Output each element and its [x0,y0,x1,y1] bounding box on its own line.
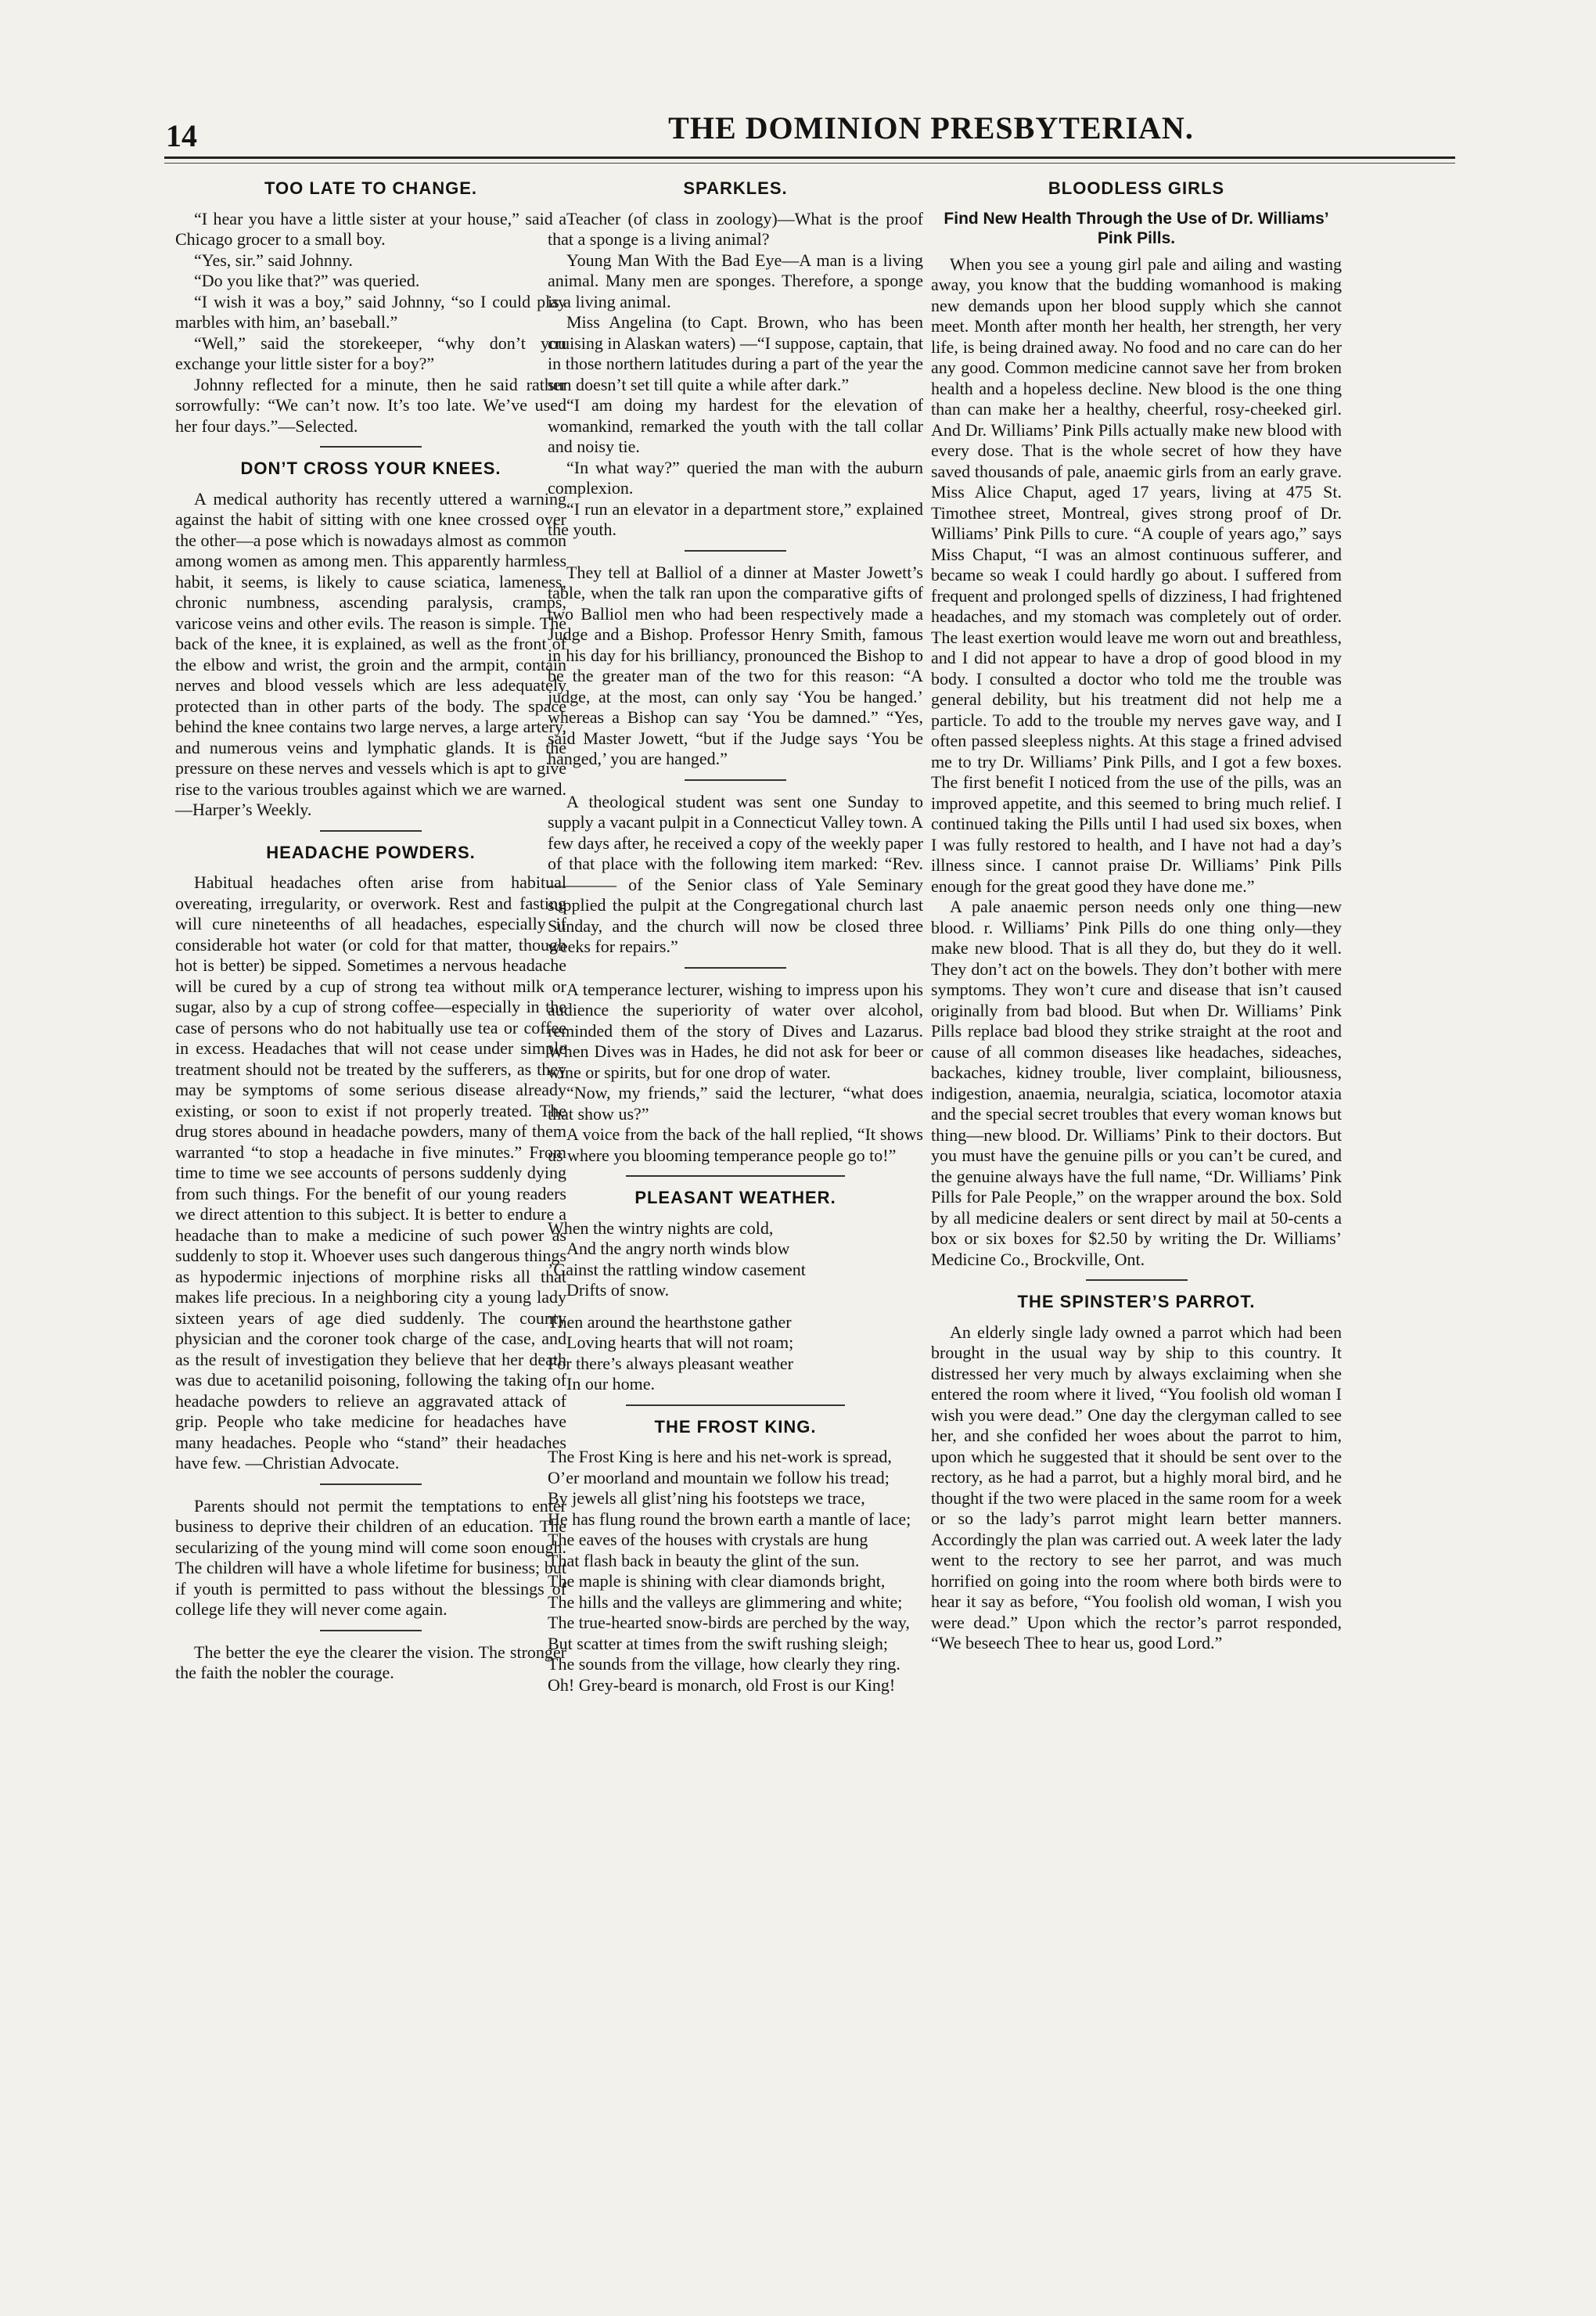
section-divider [626,1175,845,1177]
poem-line: The true-hearted snow-birds are perched by the way, [548,1613,910,1632]
poem-line: When the wintry nights are cold, [548,1217,774,1238]
poem-line: Loving hearts that will not roam; [566,1332,794,1352]
article-heading: TOO LATE TO CHANGE. [264,178,477,198]
poem-frost-king [548,1447,923,1696]
column-right [931,174,1342,1654]
poem-line: ’Gainst the rattling window casement [548,1259,806,1279]
section-divider [320,830,422,832]
article-paragraph: “Well,” said the storekeeper, “why don’t you exchange your little sister for a boy?” [175,333,566,373]
article-paragraph: A voice from the back of the hall replied, “It shows us where you blooming temperance people go to!” [548,1124,923,1165]
article-paragraph: “Yes, sir.” said Johnny. [194,250,353,270]
column-middle [548,174,923,1696]
poem-line: Drifts of snow. [566,1280,670,1300]
article-paragraph: A temperance lecturer, wishing to impress upon his audience the superiority of water over alcohol, reminded them of the story of Dives and Lazarus. When Dives was in Hades, he did not ask for beer or wine or spirits, but for one drop of water. [548,979,923,1082]
article-paragraph: Young Man With the Bad Eye—A man is a living animal. Many men are sponges. Therefore, a sponge is a living animal. [548,250,923,311]
article-paragraph: They tell at Balliol of a dinner at Master Jowett’s table, when the talk ran upon the comparative gifts of two Balliol men who had been respectively made a Judge and a Bishop. Professor Henry Smith, famous in his day for his brilliancy, pronounced the Bishop to be the greater man of the two for this reason: “A judge, at the most, can only say ‘You be hanged.’ whereas a Bishop can say ‘You be damned.” “Yes, said Master Jowett, “but if the Judge says ‘You be hanged,’ you are hanged.” [548,562,923,768]
poem-line: By jewels all glist’ning his footsteps we trace, [548,1488,865,1508]
article-paragraph: An elderly single lady owned a parrot which had been brought in the usual way by ship to this country. It distressed her very much by always exclaiming when she entered the room where it lived, “You foolish old woman I wish you were dead.” One day the clergyman called to see her, and she confided her woes about the parrot to him, upon which he suggested that it should be sent over to the rectory, as he had a parrot, but a highly moral bird, and he thought if the two were placed in the same room for a week or so the lady’s parrot might learn better manners. Accordingly the plan was carried out. A week later the lady went to the rectory to see her parrot, and was much horrified on going into the room where both birds were to hear it say as before, “You foolish old woman, I wish you were dead.” Upon which the rector’s parrot responded, “We beseech Thee to hear us, good Lord.” [931,1322,1342,1652]
poem-line: The sounds from the village, how clearly they ring. [548,1654,900,1674]
poem-line: And the angry north winds blow [566,1239,790,1258]
poem-line: Oh! Grey-beard is monarch, old Frost is our King! [548,1674,896,1695]
article-paragraph: When you see a young girl pale and ailing and wasting away, you know that the budding womanhood is making new demands upon her blood supply which she cannot meet. Month after month her health, her strength, her very life, is being drained away. No food and no care can do her any good. Common medicine cannot save her from broken health and a hopeless decline. New blood is the one thing than can make her a healthy, cheerful, rosy-cheeked girl. And Dr. Williams’ Pink Pills actually make new blood with every dose. That is the whole secret of how they have saved thousands of pale, anaemic girls from an early grave. Miss Alice Chaput, aged 17 years, living at 475 St. Timothee street, Montreal, gives strong proof of Dr. Williams’ Pink Pills to cure. “A couple of years ago,” says Miss Chaput, “I was an almost continuous sufferer, and became so weak I could hardly go about. I suffered from frequent and prolonged spells of dizziness, I had frightened headaches, and my stomach was completely out of order. The least exertion would leave me worn out and breathless, and I did not appear to have a drop of good blood in my body. I consulted a doctor who told me the trouble was general debility, but his treatment did not help me a particle. To add to the trouble my nerves gave way, and I often passed sleepless nights. At this stage a frined advised me to try Dr. Williams’ Pink Pills, and I got a few boxes. The first benefit I noticed from the use of the pills, was an improved appetite, and this seemed to bring much relief. I continued taking the Pills until I had used six boxes, when I was fully restored to health, and I have not had a day’s illness since. I cannot praise Dr. Williams’ Pink Pills enough for the great good they have done me.” [931,254,1342,896]
article-paragraph: “In what way?” queried the man with the auburn complexion. [548,457,923,498]
article-paragraph: “Do you like that?” was queried. [194,271,420,290]
article-heading: HEADACHE POWDERS. [266,842,476,862]
column-left [175,174,566,1684]
poem-heading: PLEASANT WEATHER. [634,1188,836,1207]
article-paragraph: “I hear you have a little sister at your house,” said a Chicago grocer to a small boy. [175,208,566,249]
section-divider [320,1483,422,1485]
section-divider [320,446,422,448]
article-heading: DON’T CROSS YOUR KNEES. [240,459,501,478]
article-paragraph: “I wish it was a boy,” said Johnny, “so I could play marbles with him, an’ baseball.” [175,291,566,332]
article-paragraph: The better the eye the clearer the vision. The stronger the faith the nobler the courage. [175,1642,566,1682]
poem-line: The eaves of the houses with crystals are hung [548,1530,868,1549]
article-paragraph: “Now, my friends,” said the lecturer, “what does that show us?” [548,1083,923,1124]
section-divider [320,1630,422,1631]
article-paragraph: A theological student was sent one Sunday to supply a vacant pulpit in a Connecticut Valley town. A few days after, he received a copy of the weekly paper of that place with the following item marked: “Rev.———— of the Senior class of Yale Seminary supplied the pulpit at the Congregational church last Sunday, and the church will now be closed three weeks for repairs.” [548,791,923,956]
poem-line: O’er moorland and mountain we follow his tread; [548,1467,890,1487]
poem-line: But scatter at times from the swift rushing sleigh; [548,1633,889,1653]
poem-line: That flash back in beauty the glint of the sun. [548,1550,860,1570]
article-paragraph: “I am doing my hardest for the elevation of womankind, remarked the youth with the tall collar and noisy tie. [548,395,923,456]
page-number: 14 [166,118,197,153]
section-divider [685,779,786,781]
section-divider [626,1404,845,1406]
article-subheading: Find New Health Through the Use of Dr. Williams’ Pink Pills. [944,209,1329,247]
section-divider [1086,1279,1188,1281]
article-heading: BLOODLESS GIRLS [1048,178,1225,198]
article-paragraph: Teacher (of class in zoology)—What is the proof that a sponge is a living animal? [548,208,923,249]
section-divider [685,967,786,969]
article-paragraph: Johnny reflected for a minute, then he said rather sorrowfully: “We can’t now. It’s too late. We’ve used her four days.”—Selected. [175,374,566,436]
poem-heading: THE FROST KING. [654,1416,817,1437]
article-paragraph: A medical authority has recently uttered a warning against the habit of sitting with one knee crossed over the other—a pose which is nowadays almost as common among women as among men. This apparently harmless habit, it seems, is likely to cause sciatica, lameness, chronic numbness, ascending paralysis, cramps, varicose veins and other evils. The reason is simple. The back of the knee, it is explained, as well as the front of the elbow and wrist, the groin and the armpit, contain nerves and blood vessels which are less adequately protected than in other parts of the body. The space behind the knee contains two large nerves, a large artery, and numerous veins and lymphatic glands. It is the pressure on these nerves and vessels which is apt to give rise to the various troubles against which we are warned.—Harper’s Weekly. [175,488,566,819]
header-rule-thin [164,163,1455,164]
poem-pleasant-weather [548,1218,923,1395]
section-divider [685,550,786,552]
poem-line: For there’s always pleasant weather [548,1353,793,1373]
article-paragraph: Parents should not permit the temptations to enter business to deprive their children of an education. The secularizing of the young mind will come soon enough. The children will have a whole lifetime for business; but if youth is permitted to pass without the blessings of college life they will never come again. [175,1495,566,1619]
article-paragraph: Habitual headaches often arise from habitual overeating, irregularity, or overwork. Rest and fasting will cure nineteenths of all headaches, especially if considerable hot water (or cold for that matter, though hot is better) be sipped. Sometimes a nervous headache will be cured by a cup of strong tea without milk or sugar, also by a cup of strong coffee—especially in the case of persons who do not habitually use tea or coffee in excess. Headaches that will not cease under simple treatment should not be treated by the sufferers, as they may be symptoms of some serious disease already existing, or soon to exist if not properly treated. The drug stores abound in headache powders, many of them warranted “to stop a headache in five minutes.” From time to time we see accounts of persons suddenly dying from such things. For the benefit of our young readers we direct attention to this subject. It is better to endure a headache than to make a medicine of such power as suddenly to stop it. Whoever uses such dangerous things as hypodermic injections of morphine risks all that makes life precious. In a neighboring city a young lady sixteen years of age died suddenly. The county physician and the coroner took charge of the case, and as the result of investigation they believe that her death was due to acetanilid poisoning, following the taking of headache powders to relieve an aggravated attack of grip. People who take medicine for headaches have many headaches. People who “stand” their headaches have few. —Christian Advocate. [175,872,566,1473]
poem-line: The hills and the valleys are glimmering and white; [548,1591,903,1612]
article-paragraph: Miss Angelina (to Capt. Brown, who has been cruising in Alaskan waters) —“I suppose, captain, that in those northern latitudes during a part of the year the sun doesn’t set till quite a while after dark.” [548,312,923,394]
header-rule [164,156,1455,159]
poem-line: Then around the hearthstone gather [548,1311,792,1332]
article-heading: THE SPINSTER’S PARROT. [1017,1292,1256,1311]
masthead: THE DOMINION PRESBYTERIAN. [668,110,1194,146]
article-heading: SPARKLES. [683,178,788,198]
article-paragraph: A pale anaemic person needs only one thing—new blood. r. Williams’ Pink Pills do one thing only—they make new blood. That is all they do, but they do it well. They don’t act on the bowels. They don’t bother with mere symptoms. They won’t cure and disease that isn’t caused originally from bad blood. But when Dr. Williams’ Pink Pills replace bad blood they strike straight at the root and cause of all common diseases like headaches, sideaches, backaches, kidney trouble, liver complaint, biliousness, indigestion, anaemia, neuralgia, sciatica, locomotor ataxia and the special secret troubles that every woman knows but thing—new blood. Dr. Williams’ Pink to their doctors. But you must have the genuine pills or you can’t be cured, and the genuine always have the full name, “Dr. Williams’ Pink Pills for Pale People,” on the wrapper around the box. Sold by all medicine dealers or sent direct by mail at 50-cents a box or six boxes for $2.50 by writing the Dr. Williams’ Medicine Co., Brockville, Ont. [931,897,1342,1269]
poem-line: In our home. [566,1374,656,1394]
article-paragraph: “I run an elevator in a department store,” explained the youth. [548,498,923,539]
poem-line: The Frost King is here and his net-work is spread, [548,1447,892,1466]
poem-line: He has flung round the brown earth a mantle of lace; [548,1509,911,1529]
poem-line: The maple is shining with clear diamonds bright, [548,1571,886,1591]
